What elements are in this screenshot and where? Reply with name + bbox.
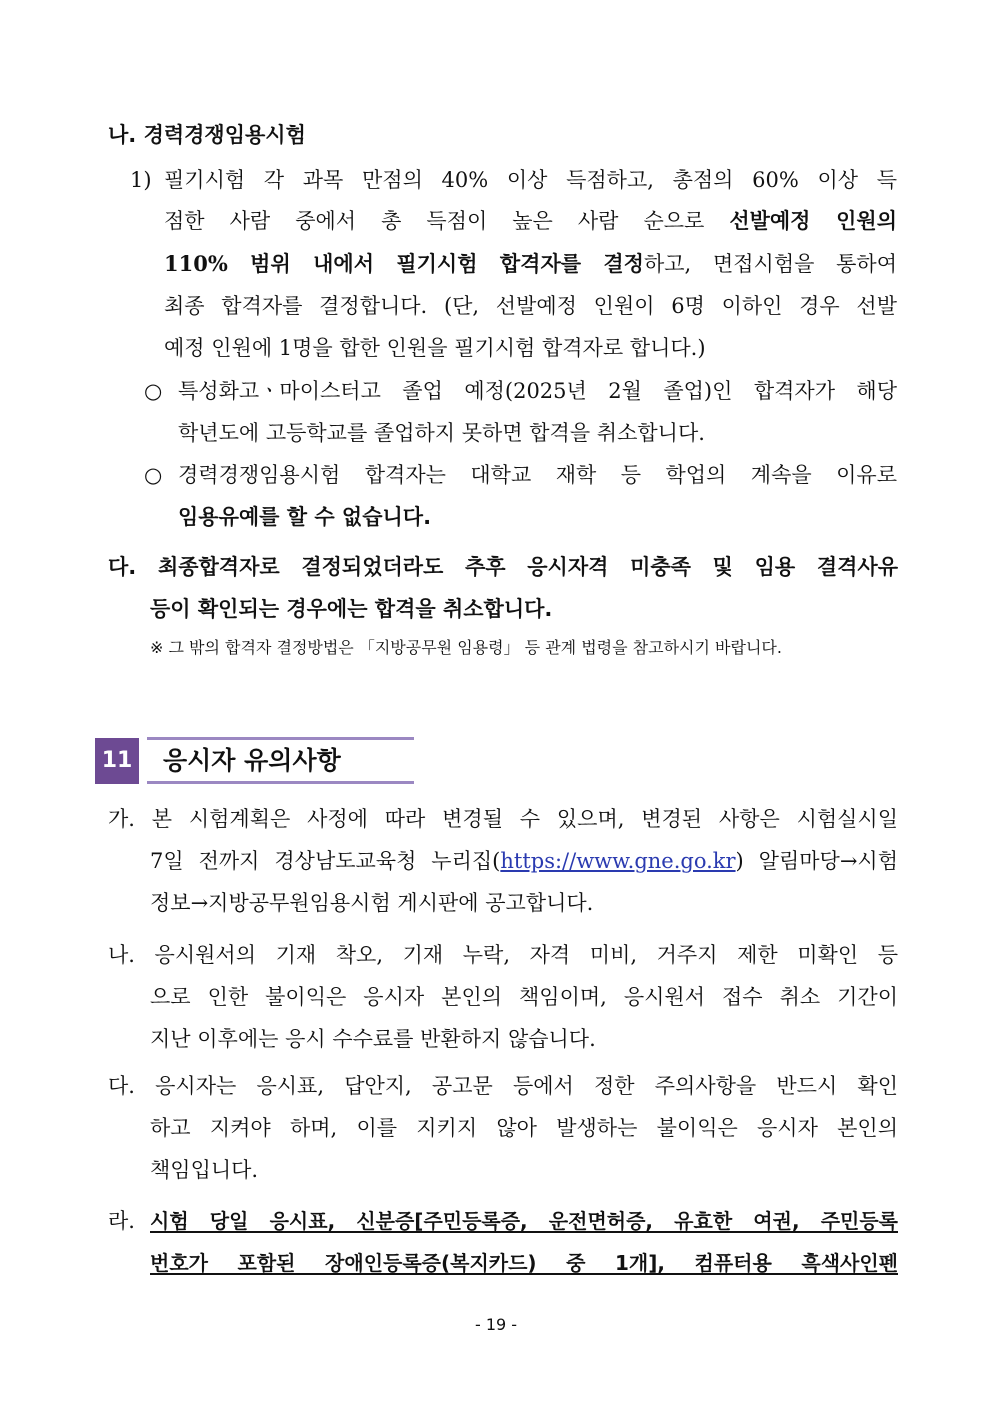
section-number-badge: 11	[95, 738, 139, 784]
bullet-circle-icon: ○	[144, 379, 163, 403]
paragraph-line: 지난 이후에는 응시 수수료를 반환하지 않습니다.	[150, 1027, 596, 1051]
item-label: 라.	[108, 1209, 135, 1233]
section-title: 응시자 유의사항	[163, 746, 341, 775]
website-link[interactable]: https://www.gne.go.kr	[500, 849, 736, 873]
paragraph-line-emphasis: 시험 당일 응시표, 신분증[주민등록증, 운전면허증, 유효한 여권, 주민등록	[150, 1209, 898, 1233]
section-heading-da: 다. 최종합격자로 결정되었더라도 추후 응시자격 미충족 및 임용 결격사유	[108, 555, 898, 579]
section-heading-na: 나. 경력경쟁임용시험	[108, 123, 306, 147]
bullet-circle-icon: ○	[144, 463, 163, 487]
paragraph-line: 필기시험 각 과목 만점의 40% 이상 득점하고, 총점의 60% 이상 득	[164, 168, 897, 192]
reference-note: ※ 그 밖의 합격자 결정방법은 「지방공무원 임용령」 등 관계 법령을 참고하시기 바랍니다.	[150, 638, 782, 657]
bullet-line: 학년도에 고등학교를 졸업하지 못하면 합격을 취소합니다.	[178, 421, 705, 445]
section-title-rule-top	[147, 737, 414, 740]
bullet-line: 임용유예를 할 수 없습니다.	[178, 505, 432, 529]
paragraph-line: 책임입니다.	[150, 1158, 259, 1182]
paragraph-line: 다. 응시자는 응시표, 답안지, 공고문 등에서 정한 주의사항을 반드시 확인	[108, 1074, 898, 1098]
item-number: 1)	[130, 168, 152, 192]
paragraph-line: 하고 지켜야 하며, 이를 지키지 않아 발생하는 불이익은 응시자 본인의	[150, 1116, 898, 1140]
paragraph-line-emphasis: 번호가 포함된 장애인등록증(복지카드) 중 1개], 컴퓨터용 흑색사인펜	[150, 1251, 898, 1275]
paragraph-line: 7일 전까지 경상남도교육청 누리집(https://www.gne.go.kr) 알림마당→시험	[150, 849, 898, 873]
bullet-line: 특성화고ㆍ마이스터고 졸업 예정(2025년 2월 졸업)인 합격자가 해당	[178, 379, 897, 403]
section-title-rule-bottom	[147, 781, 414, 784]
section-heading-da-cont: 등이 확인되는 경우에는 합격을 취소합니다.	[150, 597, 553, 621]
paragraph-line: 가. 본 시험계획은 사정에 따라 변경될 수 있으며, 변경된 사항은 시험실시일	[108, 807, 898, 831]
bullet-line: 경력경쟁임용시험 합격자는 대학교 재학 등 학업의 계속을 이유로	[178, 463, 897, 487]
paragraph-line: 최종 합격자를 결정합니다. (단, 선발예정 인원이 6명 이하인 경우 선발	[164, 294, 897, 318]
page-number: - 19 -	[474, 1315, 518, 1334]
paragraph-line: 예정 인원에 1명을 합한 인원을 필기시험 합격자로 합니다.)	[164, 336, 706, 360]
paragraph-line: 110% 범위 내에서 필기시험 합격자를 결정하고, 면접시험을 통하여	[164, 251, 897, 276]
paragraph-line: 정보→지방공무원임용시험 게시판에 공고합니다.	[150, 891, 594, 915]
paragraph-line: 점한 사람 중에서 총 득점이 높은 사람 순으로 선발예정 인원의	[164, 208, 897, 233]
paragraph-line: 나. 응시원서의 기재 착오, 기재 누락, 자격 미비, 거주지 제한 미확인 등	[108, 943, 898, 967]
paragraph-line: 으로 인한 불이익은 응시자 본인의 책임이며, 응시원서 접수 취소 기간이	[150, 985, 898, 1009]
